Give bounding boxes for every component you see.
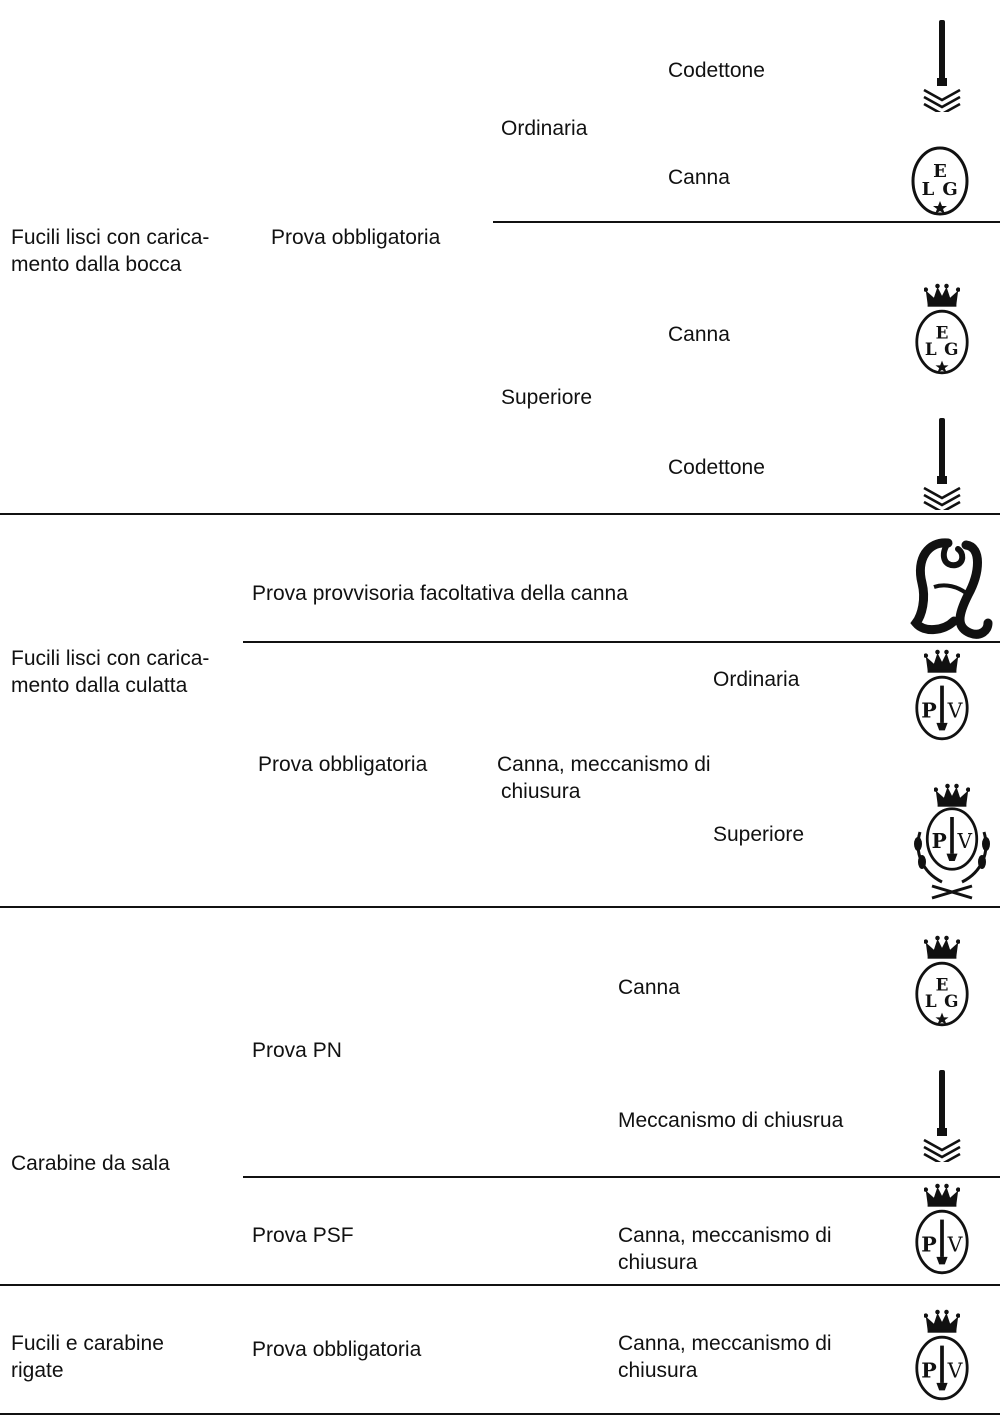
part-label: Canna, meccanismo di chiusura — [618, 1224, 832, 1274]
rule-sec4-end — [0, 1413, 1000, 1415]
grade-label: Ordinaria — [501, 117, 588, 140]
category-label: Carabine da sala — [11, 1152, 170, 1175]
grade-label: Superiore — [501, 386, 593, 409]
rule-sec3-split — [243, 1176, 1000, 1178]
pillar-chevron-icon — [917, 20, 967, 112]
category-label: Fucili e carabine rigate — [11, 1332, 164, 1382]
proof-label: Prova obbligatoria — [252, 1338, 422, 1361]
proof-label: Prova obbligatoria — [258, 753, 428, 776]
script-el-monogram-icon — [910, 537, 992, 637]
proof-label: Prova PN — [252, 1039, 342, 1062]
crowned-elg-oval-icon — [912, 934, 972, 1034]
rule-sec2-end — [0, 906, 1000, 908]
part-label: Canna — [618, 976, 680, 999]
proof-label: Prova obbligatoria — [271, 226, 441, 249]
part-label: Canna, meccanismo di chiusura — [618, 1332, 832, 1382]
proof-label: Prova PSF — [252, 1224, 354, 1247]
part-label: Codettone — [668, 59, 765, 82]
rule-sec1-end — [0, 513, 1000, 515]
elg-oval-star-icon — [910, 145, 970, 217]
crowned-pv-oval-icon — [912, 648, 972, 748]
grade-label: Superiore — [713, 823, 805, 846]
category-label: Fucili lisci con carica- mento dalla bocca — [11, 226, 210, 276]
part-label: Codettone — [668, 456, 765, 479]
proof-optional-label: Prova provvisoria facoltativa della canna — [252, 582, 628, 605]
pillar-chevron-icon — [917, 1070, 967, 1162]
category-label: Fucili lisci con carica- mento dalla culatta — [11, 647, 210, 697]
crowned-pv-oval-icon — [912, 1182, 972, 1282]
part-label: Meccanismo di chiusrua — [618, 1109, 844, 1132]
part-label: Canna — [668, 323, 730, 346]
crowned-pv-oval-laurel-icon — [912, 782, 992, 902]
parts-label: Canna, meccanismo di chiusura — [497, 753, 711, 803]
crowned-pv-oval-icon — [912, 1308, 972, 1408]
grade-label: Ordinaria — [713, 668, 800, 691]
rule-sec2-split — [243, 641, 1000, 643]
part-label: Canna — [668, 166, 730, 189]
pillar-chevron-icon — [917, 418, 967, 510]
rule-sec3-end — [0, 1284, 1000, 1286]
rule-sec1-split — [493, 221, 1000, 223]
crowned-elg-oval-icon — [912, 282, 972, 382]
